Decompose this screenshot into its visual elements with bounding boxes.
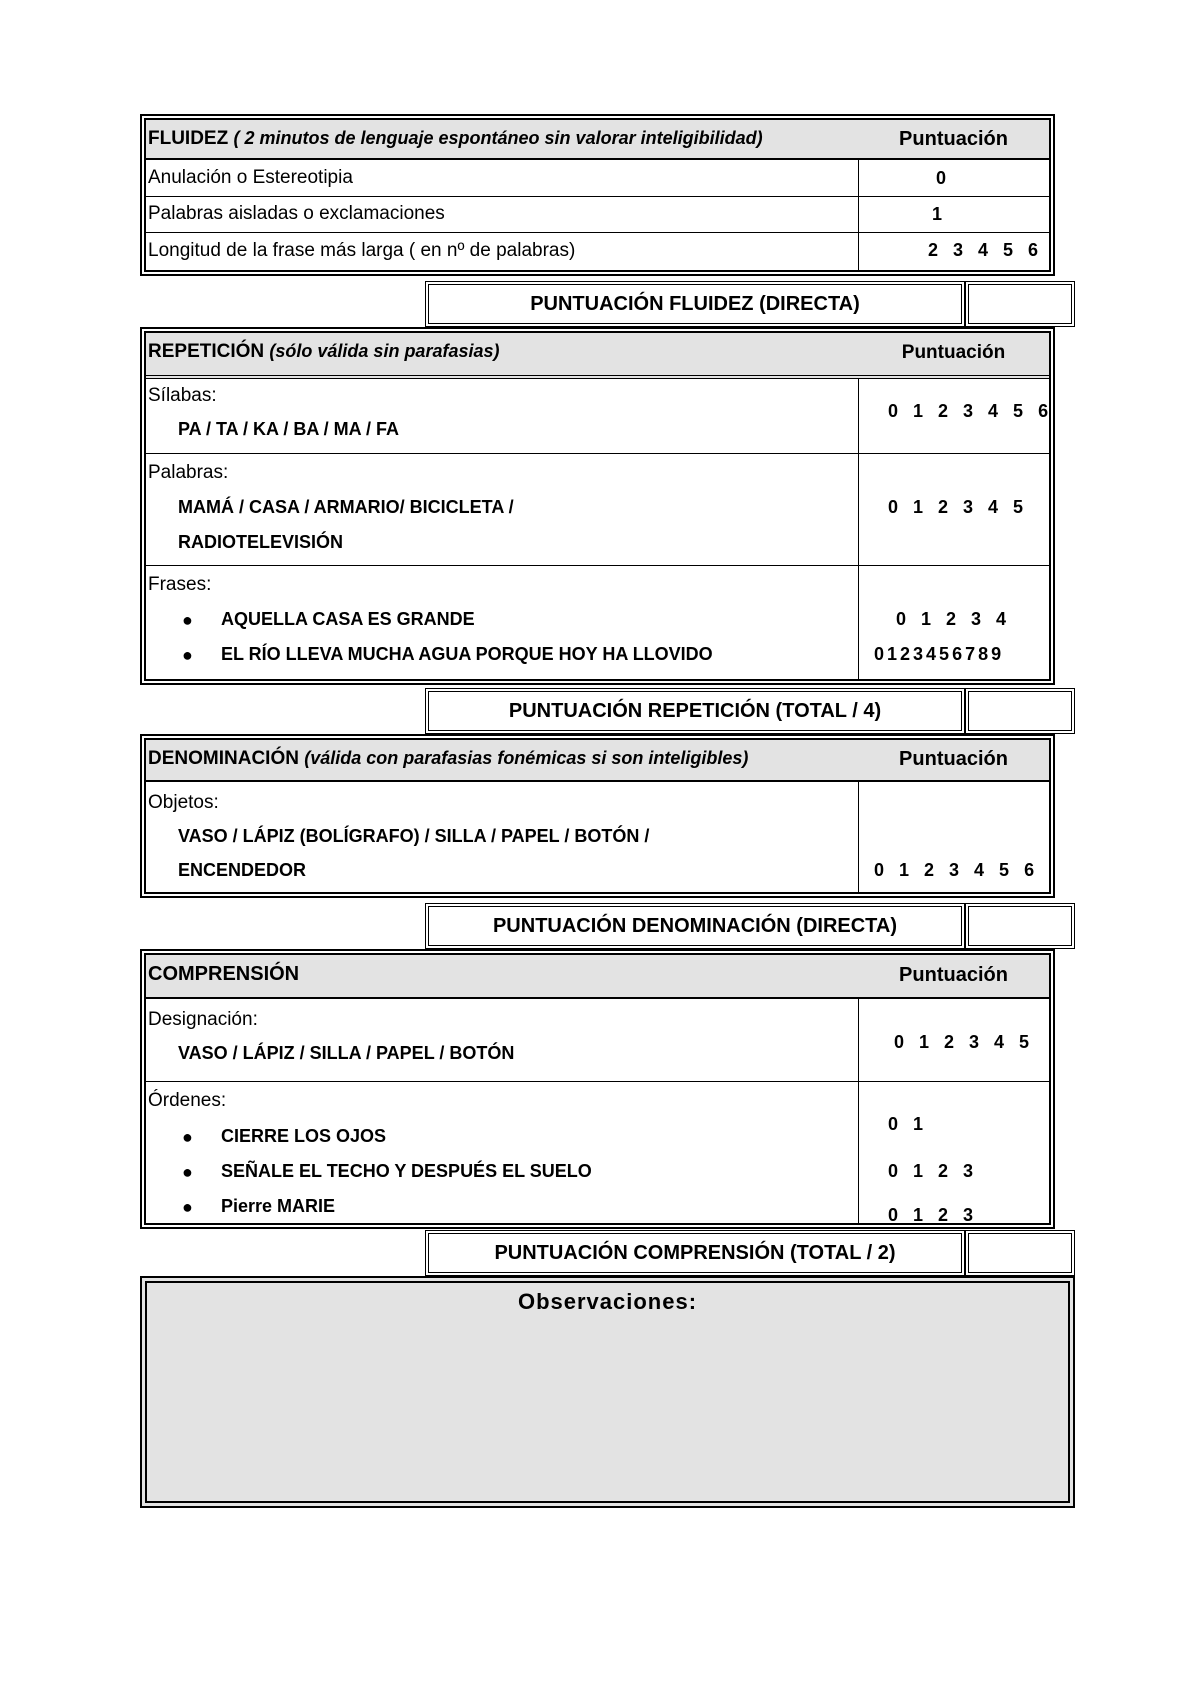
frases-row (146, 565, 1049, 679)
repeticion-header (146, 333, 1049, 379)
objetos-line1: VASO / LÁPIZ (BOLÍGRAFO) / SILLA / PAPEL / BOTÓN / (178, 826, 650, 846)
repeticion-title: REPETICIÓN (148, 341, 265, 362)
fluidez-header (146, 120, 1049, 160)
fluidez-row-score: 1 (932, 204, 948, 224)
comprension-puntuacion-label: Puntuación (899, 964, 1008, 986)
ordenes-item: SEÑALE EL TECHO Y DESPUÉS EL SUELO (221, 1161, 592, 1181)
fluidez-note: ( 2 minutos de lenguaje espontáneo sin valorar inteligibilidad) (233, 128, 763, 148)
frases-item-score: 0123456789 (874, 644, 1005, 664)
comprension-header (146, 955, 1049, 999)
fluidez-title: FLUIDEZ (148, 128, 229, 149)
frases-item: AQUELLA CASA ES GRANDE (221, 609, 475, 629)
fluidez-row-score: 0 (936, 168, 952, 188)
denominacion-puntuacion-label: Puntuación (899, 748, 1008, 770)
repeticion-puntuacion-label: Puntuación (901, 342, 1006, 363)
fluidez-row (146, 160, 1049, 196)
ordenes-item-score: 0 1 2 3 (888, 1205, 979, 1225)
objetos-score: 0 1 2 3 4 5 6 (874, 860, 1040, 880)
bullet-icon: ● (182, 1127, 193, 1147)
observaciones-box[interactable] (140, 1276, 1075, 1508)
fluidez-total-box[interactable] (965, 281, 1075, 327)
ordenes-item: Pierre MARIE (221, 1196, 336, 1216)
designacion-items: VASO / LÁPIZ / SILLA / PAPEL / BOTÓN (178, 1043, 515, 1063)
comprension-table (140, 949, 1055, 1229)
bullet-icon: ● (182, 1162, 193, 1182)
fluidez-row-label: Longitud de la frase más larga ( en nº de palabras) (148, 240, 576, 261)
comprension-total-box[interactable] (965, 1230, 1075, 1276)
ordenes-item: CIERRE LOS OJOS (221, 1126, 387, 1146)
fluidez-table (140, 114, 1055, 276)
palabras-score: 0 1 2 3 4 5 (888, 497, 1029, 517)
repeticion-table (140, 327, 1055, 685)
palabras-label: Palabras: (148, 462, 229, 483)
fluidez-row-score: 2 3 4 5 6 (928, 240, 1044, 260)
denominacion-header (146, 740, 1049, 782)
denominacion-total-box[interactable] (965, 903, 1075, 949)
bullet-icon: ● (182, 1197, 193, 1217)
bullet-icon: ● (182, 645, 193, 665)
ordenes-label: Órdenes: (148, 1090, 227, 1111)
palabras-line2: RADIOTELEVISIÓN (178, 532, 344, 552)
designacion-row (146, 999, 1049, 1081)
ordenes-item-score: 0 1 (888, 1114, 929, 1134)
objetos-row (146, 782, 1049, 892)
silabas-items: PA / TA / KA / BA / MA / FA (178, 419, 399, 439)
silabas-label: Sílabas: (148, 385, 217, 406)
fluidez-row (146, 196, 1049, 232)
silabas-row (146, 379, 1054, 453)
denominacion-table (140, 734, 1055, 898)
fluidez-total-label: PUNTUACIÓN FLUIDEZ (DIRECTA) (425, 281, 965, 327)
observaciones-label: Observaciones: (517, 1289, 698, 1314)
ordenes-row (146, 1081, 1049, 1223)
designacion-label: Designación: (148, 1009, 258, 1030)
silabas-score: 0 1 2 3 4 5 6 (888, 401, 1054, 421)
fluidez-row-label: Anulación o Estereotipia (148, 167, 353, 188)
ordenes-item-score: 0 1 2 3 (888, 1161, 979, 1181)
objetos-label: Objetos: (148, 792, 219, 813)
comprension-total-label: PUNTUACIÓN COMPRENSIÓN (TOTAL / 2) (425, 1230, 965, 1276)
denominacion-title: DENOMINACIÓN (148, 748, 299, 769)
repeticion-note: (sólo válida sin parafasias) (269, 341, 500, 361)
comprension-title: COMPRENSIÓN (148, 963, 300, 985)
frases-item: EL RÍO LLEVA MUCHA AGUA PORQUE HOY HA LLOVIDO (221, 644, 713, 664)
repeticion-total-label: PUNTUACIÓN REPETICIÓN (TOTAL / 4) (425, 688, 965, 734)
palabras-row (146, 453, 1049, 565)
designacion-score: 0 1 2 3 4 5 (894, 1032, 1035, 1052)
frases-label: Frases: (148, 574, 212, 595)
fluidez-row-label: Palabras aisladas o exclamaciones (148, 203, 445, 224)
fluidez-puntuacion-label: Puntuación (899, 128, 1008, 150)
repeticion-total-box[interactable] (965, 688, 1075, 734)
denominacion-note: (válida con parafasias fonémicas si son inteligibles) (304, 748, 749, 768)
palabras-line1: MAMÁ / CASA / ARMARIO/ BICICLETA / (178, 497, 514, 517)
bullet-icon: ● (182, 610, 193, 630)
fluidez-row (146, 232, 1049, 270)
frases-item-score: 0 1 2 3 4 (896, 609, 1012, 629)
denominacion-total-label: PUNTUACIÓN DENOMINACIÓN (DIRECTA) (425, 903, 965, 949)
objetos-line2: ENCENDEDOR (178, 860, 307, 880)
